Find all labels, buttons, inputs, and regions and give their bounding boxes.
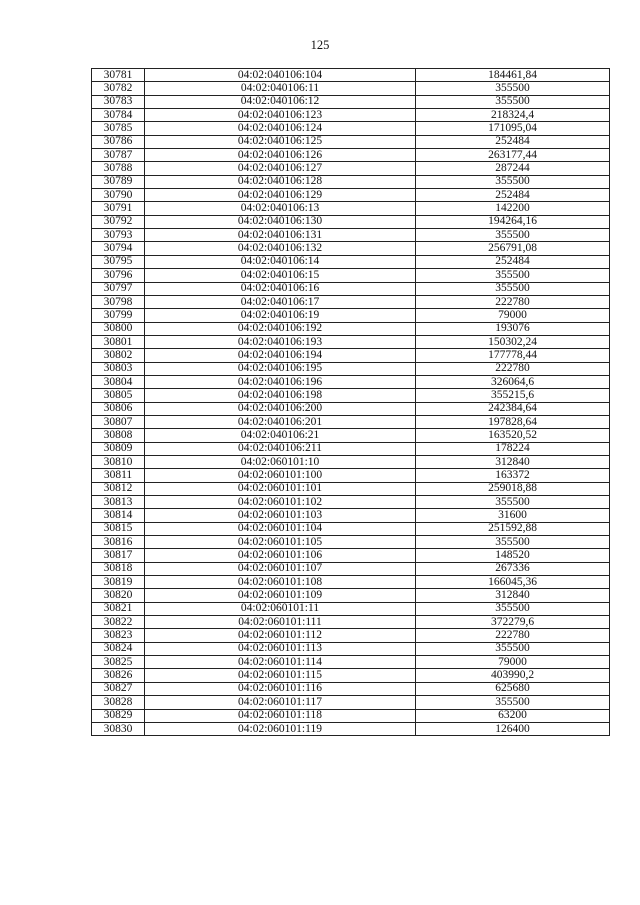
table-row: [92, 616, 610, 629]
table-row: [92, 375, 610, 388]
cadastral-number-cell: 04:02:040106:127: [145, 162, 416, 175]
cadastral-number-cell: 04:02:060101:119: [145, 722, 416, 735]
page-number: 125: [310, 38, 330, 52]
table-body: [92, 69, 610, 736]
cadastral-value-cell: 197828,64: [416, 415, 610, 428]
cadastral-number-cell: 04:02:040106:129: [145, 189, 416, 202]
row-number-cell: 30789: [92, 175, 145, 188]
cadastral-number-cell: 04:02:040106:196: [145, 375, 416, 388]
cadastral-number-cell: 04:02:060101:102: [145, 496, 416, 509]
row-number-cell: 30811: [92, 469, 145, 482]
row-number-cell: 30790: [92, 189, 145, 202]
row-number-cell: 30824: [92, 642, 145, 655]
table-row: [92, 149, 610, 162]
cadastral-number-cell: 04:02:060101:101: [145, 482, 416, 495]
cadastral-value-cell: 355500: [416, 696, 610, 709]
cadastral-number-cell: 04:02:040106:15: [145, 269, 416, 282]
cadastral-number-cell: 04:02:040106:193: [145, 335, 416, 348]
cadastral-value-cell: 142200: [416, 202, 610, 215]
table-row: [92, 282, 610, 295]
row-number-cell: 30806: [92, 402, 145, 415]
cadastral-value-cell: 312840: [416, 589, 610, 602]
row-number-cell: 30808: [92, 429, 145, 442]
cadastral-number-cell: 04:02:060101:106: [145, 549, 416, 562]
cadastral-value-cell: 403990,2: [416, 669, 610, 682]
table-row: [92, 429, 610, 442]
cadastral-value-cell: 355500: [416, 175, 610, 188]
cadastral-number-cell: 04:02:060101:108: [145, 576, 416, 589]
cadastral-number-cell: 04:02:060101:116: [145, 682, 416, 695]
cadastral-value-cell: 194264,16: [416, 215, 610, 228]
cadastral-number-cell: 04:02:040106:17: [145, 295, 416, 308]
table-row: [92, 109, 610, 122]
row-number-cell: 30813: [92, 496, 145, 509]
row-number-cell: 30795: [92, 255, 145, 268]
cadastral-value-cell: 171095,04: [416, 122, 610, 135]
table-row: [92, 455, 610, 468]
cadastral-number-cell: 04:02:040106:125: [145, 135, 416, 148]
row-number-cell: 30817: [92, 549, 145, 562]
table-row: [92, 295, 610, 308]
table-row: [92, 509, 610, 522]
row-number-cell: 30781: [92, 69, 145, 82]
cadastral-value-cell: 256791,08: [416, 242, 610, 255]
cadastral-value-cell: 184461,84: [416, 69, 610, 82]
table-row: [92, 669, 610, 682]
table-row: [92, 255, 610, 268]
table-row: [92, 576, 610, 589]
cadastral-number-cell: 04:02:040106:195: [145, 362, 416, 375]
row-number-cell: 30816: [92, 536, 145, 549]
cadastral-number-cell: 04:02:040106:104: [145, 69, 416, 82]
cadastral-number-cell: 04:02:040106:198: [145, 389, 416, 402]
cadastral-value-cell: 355500: [416, 536, 610, 549]
cadastral-value-cell: 163520,52: [416, 429, 610, 442]
cadastral-number-cell: 04:02:060101:113: [145, 642, 416, 655]
cadastral-value-cell: 355500: [416, 282, 610, 295]
cadastral-number-cell: 04:02:060101:115: [145, 669, 416, 682]
table-row: [92, 642, 610, 655]
cadastral-number-cell: 04:02:040106:11: [145, 82, 416, 95]
cadastral-value-cell: 193076: [416, 322, 610, 335]
cadastral-number-cell: 04:02:060101:112: [145, 629, 416, 642]
table-row: [92, 362, 610, 375]
cadastral-number-cell: 04:02:060101:117: [145, 696, 416, 709]
row-number-cell: 30809: [92, 442, 145, 455]
row-number-cell: 30801: [92, 335, 145, 348]
cadastral-value-cell: 251592,88: [416, 522, 610, 535]
cadastral-value-cell: 259018,88: [416, 482, 610, 495]
row-number-cell: 30802: [92, 349, 145, 362]
table-row: [92, 175, 610, 188]
cadastral-number-cell: 04:02:040106:16: [145, 282, 416, 295]
cadastral-number-cell: 04:02:040106:200: [145, 402, 416, 415]
cadastral-number-cell: 04:02:040106:211: [145, 442, 416, 455]
cadastral-number-cell: 04:02:040106:192: [145, 322, 416, 335]
row-number-cell: 30788: [92, 162, 145, 175]
table-row: [92, 629, 610, 642]
row-number-cell: 30814: [92, 509, 145, 522]
table-row: [92, 389, 610, 402]
table-row: [92, 135, 610, 148]
row-number-cell: 30823: [92, 629, 145, 642]
cadastral-number-cell: 04:02:060101:100: [145, 469, 416, 482]
row-number-cell: 30787: [92, 149, 145, 162]
cadastral-number-cell: 04:02:060101:104: [145, 522, 416, 535]
row-number-cell: 30821: [92, 602, 145, 615]
table-row: [92, 656, 610, 669]
cadastral-number-cell: 04:02:040106:124: [145, 122, 416, 135]
table-row: [92, 709, 610, 722]
cadastral-number-cell: 04:02:040106:132: [145, 242, 416, 255]
cadastral-number-cell: 04:02:060101:118: [145, 709, 416, 722]
cadastral-value-cell: 267336: [416, 562, 610, 575]
cadastral-number-cell: 04:02:060101:10: [145, 455, 416, 468]
row-number-cell: 30819: [92, 576, 145, 589]
cadastral-value-cell: 31600: [416, 509, 610, 522]
table-row: [92, 469, 610, 482]
table-row: [92, 442, 610, 455]
table-row: [92, 335, 610, 348]
table-row: [92, 402, 610, 415]
cadastral-value-cell: 222780: [416, 295, 610, 308]
cadastral-value-cell: 252484: [416, 189, 610, 202]
table-row: [92, 69, 610, 82]
cadastral-number-cell: 04:02:040106:128: [145, 175, 416, 188]
cadastral-value-cell: 252484: [416, 135, 610, 148]
table-row: [92, 189, 610, 202]
table-row: [92, 242, 610, 255]
cadastral-value-cell: 312840: [416, 455, 610, 468]
cadastral-value-cell: 79000: [416, 656, 610, 669]
cadastral-value-cell: 242384,64: [416, 402, 610, 415]
table-row: [92, 415, 610, 428]
row-number-cell: 30830: [92, 722, 145, 735]
row-number-cell: 30794: [92, 242, 145, 255]
table-row: [92, 309, 610, 322]
table-row: [92, 549, 610, 562]
cadastral-value-cell: 263177,44: [416, 149, 610, 162]
cadastral-value-cell: 355500: [416, 496, 610, 509]
cadastral-value-cell: 126400: [416, 722, 610, 735]
cadastral-value-cell: 63200: [416, 709, 610, 722]
row-number-cell: 30822: [92, 616, 145, 629]
cadastral-number-cell: 04:02:060101:114: [145, 656, 416, 669]
cadastral-number-cell: 04:02:040106:126: [145, 149, 416, 162]
row-number-cell: 30825: [92, 656, 145, 669]
table-row: [92, 722, 610, 735]
row-number-cell: 30805: [92, 389, 145, 402]
row-number-cell: 30797: [92, 282, 145, 295]
row-number-cell: 30803: [92, 362, 145, 375]
table-row: [92, 522, 610, 535]
cadastral-value-table: [91, 68, 610, 736]
cadastral-value-cell: 252484: [416, 255, 610, 268]
table-row: [92, 215, 610, 228]
row-number-cell: 30783: [92, 95, 145, 108]
cadastral-value-cell: 372279,6: [416, 616, 610, 629]
cadastral-number-cell: 04:02:040106:21: [145, 429, 416, 442]
cadastral-number-cell: 04:02:060101:109: [145, 589, 416, 602]
cadastral-value-cell: 287244: [416, 162, 610, 175]
row-number-cell: 30799: [92, 309, 145, 322]
row-number-cell: 30828: [92, 696, 145, 709]
row-number-cell: 30812: [92, 482, 145, 495]
table-row: [92, 562, 610, 575]
cadastral-value-cell: 355500: [416, 229, 610, 242]
cadastral-value-cell: 177778,44: [416, 349, 610, 362]
cadastral-number-cell: 04:02:040106:123: [145, 109, 416, 122]
cadastral-value-cell: 222780: [416, 629, 610, 642]
row-number-cell: 30818: [92, 562, 145, 575]
row-number-cell: 30798: [92, 295, 145, 308]
cadastral-number-cell: 04:02:060101:103: [145, 509, 416, 522]
cadastral-value-cell: 326064,6: [416, 375, 610, 388]
cadastral-number-cell: 04:02:060101:111: [145, 616, 416, 629]
row-number-cell: 30784: [92, 109, 145, 122]
row-number-cell: 30826: [92, 669, 145, 682]
table-row: [92, 589, 610, 602]
table-row: [92, 496, 610, 509]
cadastral-number-cell: 04:02:040106:201: [145, 415, 416, 428]
row-number-cell: 30782: [92, 82, 145, 95]
row-number-cell: 30829: [92, 709, 145, 722]
cadastral-number-cell: 04:02:040106:130: [145, 215, 416, 228]
row-number-cell: 30791: [92, 202, 145, 215]
cadastral-value-cell: 163372: [416, 469, 610, 482]
cadastral-number-cell: 04:02:040106:14: [145, 255, 416, 268]
cadastral-value-cell: 148520: [416, 549, 610, 562]
row-number-cell: 30807: [92, 415, 145, 428]
cadastral-value-cell: 355500: [416, 642, 610, 655]
table-row: [92, 229, 610, 242]
cadastral-value-cell: 178224: [416, 442, 610, 455]
row-number-cell: 30827: [92, 682, 145, 695]
row-number-cell: 30815: [92, 522, 145, 535]
cadastral-number-cell: 04:02:040106:194: [145, 349, 416, 362]
table-row: [92, 682, 610, 695]
table-row: [92, 349, 610, 362]
cadastral-number-cell: 04:02:040106:12: [145, 95, 416, 108]
cadastral-value-cell: 355500: [416, 602, 610, 615]
cadastral-number-cell: 04:02:040106:19: [145, 309, 416, 322]
table-row: [92, 536, 610, 549]
cadastral-value-cell: 79000: [416, 309, 610, 322]
cadastral-value-cell: 222780: [416, 362, 610, 375]
cadastral-number-cell: 04:02:040106:13: [145, 202, 416, 215]
row-number-cell: 30793: [92, 229, 145, 242]
cadastral-value-cell: 355500: [416, 95, 610, 108]
cadastral-value-cell: 355215,6: [416, 389, 610, 402]
row-number-cell: 30810: [92, 455, 145, 468]
row-number-cell: 30796: [92, 269, 145, 282]
cadastral-value-cell: 625680: [416, 682, 610, 695]
table-row: [92, 482, 610, 495]
table-row: [92, 696, 610, 709]
table-row: [92, 95, 610, 108]
table-row: [92, 82, 610, 95]
row-number-cell: 30785: [92, 122, 145, 135]
cadastral-value-cell: 355500: [416, 269, 610, 282]
table-row: [92, 122, 610, 135]
cadastral-number-cell: 04:02:060101:107: [145, 562, 416, 575]
cadastral-value-cell: 166045,36: [416, 576, 610, 589]
cadastral-value-cell: 150302,24: [416, 335, 610, 348]
table-row: [92, 202, 610, 215]
table-row: [92, 602, 610, 615]
row-number-cell: 30804: [92, 375, 145, 388]
table-row: [92, 162, 610, 175]
cadastral-value-cell: 218324,4: [416, 109, 610, 122]
cadastral-number-cell: 04:02:060101:105: [145, 536, 416, 549]
row-number-cell: 30786: [92, 135, 145, 148]
table-row: [92, 322, 610, 335]
row-number-cell: 30820: [92, 589, 145, 602]
cadastral-value-cell: 355500: [416, 82, 610, 95]
table-row: [92, 269, 610, 282]
cadastral-number-cell: 04:02:040106:131: [145, 229, 416, 242]
row-number-cell: 30800: [92, 322, 145, 335]
row-number-cell: 30792: [92, 215, 145, 228]
cadastral-number-cell: 04:02:060101:11: [145, 602, 416, 615]
